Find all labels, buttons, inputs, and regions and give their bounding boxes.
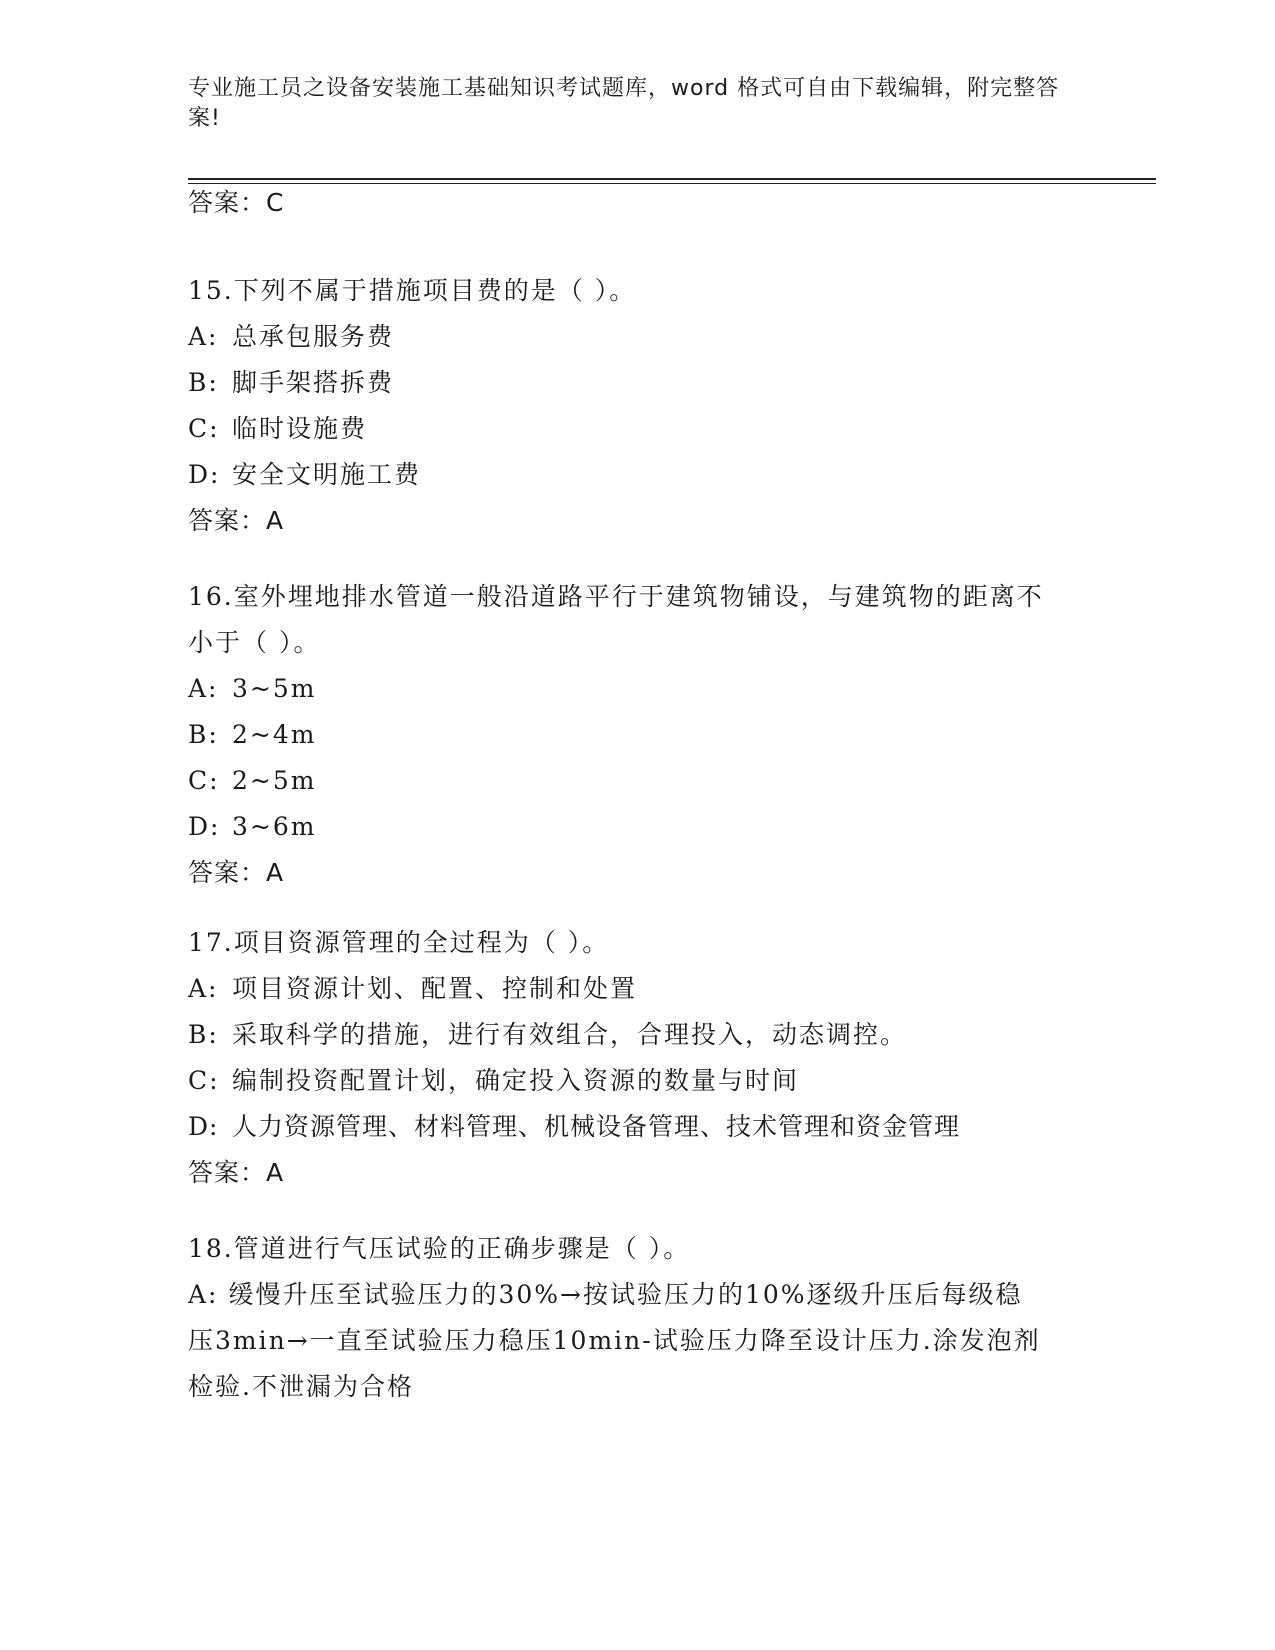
option-b bbox=[188, 360, 1088, 406]
option-letter: C: bbox=[188, 766, 220, 795]
answer-label: 答案：A bbox=[188, 1158, 285, 1187]
option-c bbox=[188, 406, 1088, 452]
option-text: 脚手架搭拆费 bbox=[232, 368, 395, 397]
option-letter: D: bbox=[188, 812, 221, 841]
question-15 bbox=[188, 268, 1088, 544]
option-c bbox=[188, 1058, 1088, 1104]
option-letter: A: bbox=[188, 322, 219, 351]
option-c bbox=[188, 758, 1058, 804]
answer-label: 答案：C bbox=[188, 188, 285, 217]
option-text: 2~4m bbox=[232, 720, 317, 749]
option-b bbox=[188, 712, 1058, 758]
document-header-text: 专业施工员之设备安装施工基础知识考试题库，word 格式可自由下载编辑，附完整答案! bbox=[188, 76, 1060, 131]
option-text: 编制投资配置计划，确定投入资源的数量与时间 bbox=[232, 1066, 800, 1095]
option-text: 人力资源管理、材料管理、机械设备管理、技术管理和资金管理 bbox=[232, 1112, 961, 1141]
previous-answer-block bbox=[188, 180, 1088, 226]
option-letter: A: bbox=[188, 974, 219, 1003]
option-letter: B: bbox=[188, 720, 219, 749]
option-text: 3~6m bbox=[232, 812, 317, 841]
option-letter: B: bbox=[188, 1020, 219, 1049]
question-stem: 18.管道进行气压试验的正确步骤是（ ）。 bbox=[188, 1234, 691, 1263]
option-d bbox=[188, 452, 1088, 498]
option-a bbox=[188, 966, 1088, 1012]
option-letter: A: bbox=[188, 1280, 219, 1309]
question-18 bbox=[188, 1226, 1048, 1410]
option-letter: B: bbox=[188, 368, 219, 397]
option-a bbox=[188, 666, 1058, 712]
question-16 bbox=[188, 574, 1058, 896]
option-letter: C: bbox=[188, 414, 220, 443]
option-letter: D: bbox=[188, 1112, 219, 1141]
option-letter: D: bbox=[188, 460, 221, 489]
option-b bbox=[188, 1012, 1088, 1058]
option-text: 采取科学的措施，进行有效组合，合理投入，动态调控。 bbox=[232, 1020, 908, 1049]
option-letter: C: bbox=[188, 1066, 220, 1095]
option-text: 3~5m bbox=[232, 674, 317, 703]
option-text: 2~5m bbox=[232, 766, 317, 795]
option-d bbox=[188, 804, 1058, 850]
question-17 bbox=[188, 920, 1088, 1196]
option-text: 项目资源计划、配置、控制和处置 bbox=[232, 974, 638, 1003]
option-a bbox=[188, 1272, 1048, 1410]
option-text: 缓慢升压至试验压力的30%→按试验压力的10%逐级升压后每级稳压3min→一直至试验压力稳压10min-试验压力降至设计压力.涂发泡剂检验.不泄漏为合格 bbox=[188, 1280, 1041, 1401]
question-stem: 15.下列不属于措施项目费的是（ ）。 bbox=[188, 276, 637, 305]
answer-label: 答案：A bbox=[188, 858, 285, 887]
option-a bbox=[188, 314, 1088, 360]
option-d bbox=[188, 1104, 1088, 1150]
answer-label: 答案：A bbox=[188, 506, 285, 535]
question-stem: 16.室外埋地排水管道一般沿道路平行于建筑物铺设，与建筑物的距离不小于（ ）。 bbox=[188, 582, 1044, 657]
question-stem: 17.项目资源管理的全过程为（ ）。 bbox=[188, 928, 610, 957]
option-text: 总承包服务费 bbox=[232, 322, 395, 351]
option-text: 临时设施费 bbox=[232, 414, 368, 443]
option-text: 安全文明施工费 bbox=[232, 460, 422, 489]
option-letter: A: bbox=[188, 674, 219, 703]
